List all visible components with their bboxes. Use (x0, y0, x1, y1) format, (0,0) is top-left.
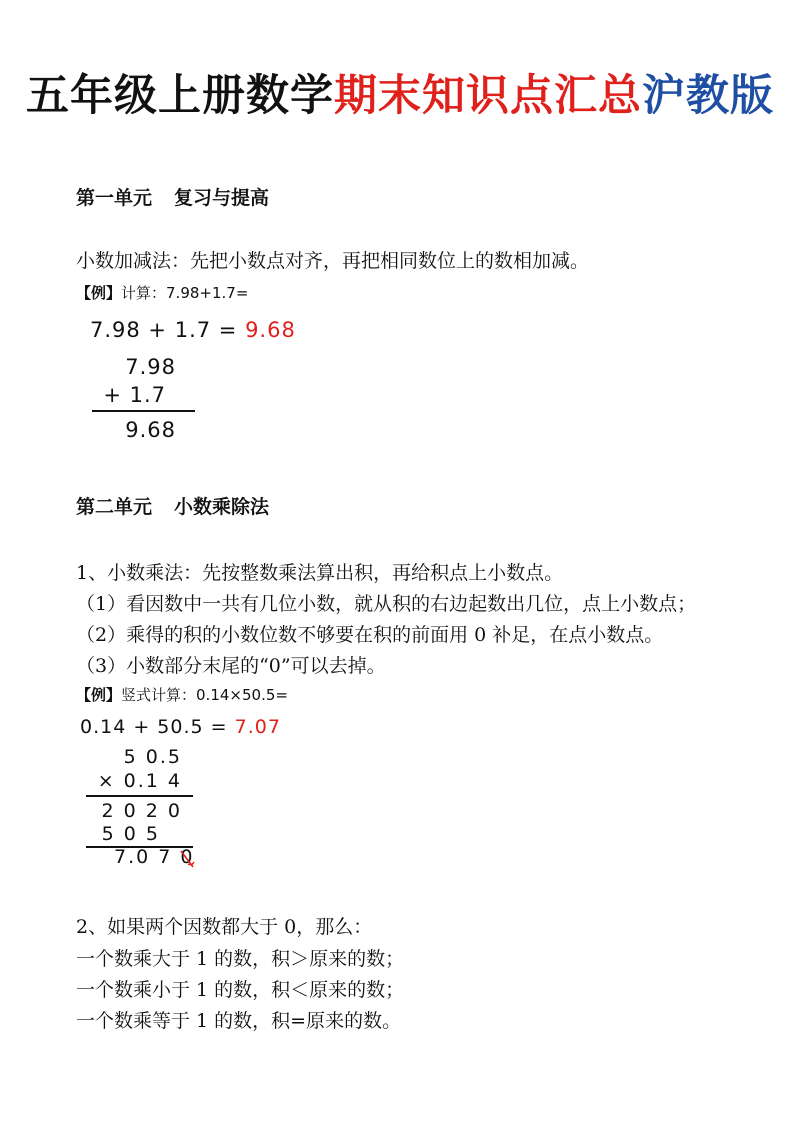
unit2-vertical-partial1: 2 0 2 0 (101, 800, 182, 822)
unit1-example (76, 282, 248, 303)
unit1-answer: 9.68 (245, 318, 296, 342)
unit2-example-tag: 【例】 (76, 686, 122, 704)
unit2-line1: 一个数乘大于 1 的数，积＞原来的数； (76, 948, 405, 970)
page-title (0, 62, 800, 123)
unit2-vertical-top: 5 0.5 (123, 746, 182, 768)
title-part-2: 期末知识点汇总 (334, 71, 642, 121)
unit2-heading-num: 第二单元 (76, 496, 153, 518)
unit1-example-tag: 【例】 (76, 284, 122, 302)
unit1-example-text: 计算：7.98+1.7= (121, 284, 249, 302)
unit2-line3: 一个数乘等于 1 的数，积=原来的数。 (76, 1010, 402, 1032)
unit2-example (76, 684, 288, 705)
title-part-3: 沪教版 (642, 71, 774, 121)
unit2-vertical-result (114, 846, 194, 868)
unit1-vertical-top: 7.98 (125, 355, 176, 379)
unit2-equation-text: 0.14 + 50.5 = (80, 716, 235, 738)
unit1-vertical-result: 9.68 (125, 418, 176, 442)
unit2-vertical-second: × 0.1 4 (97, 770, 182, 792)
unit2-sub2: （2）乘得的积的小数位数不够要在积的前面用 0 补足，在点小数点。 (76, 624, 664, 646)
unit1-vertical-second: + 1.7 (103, 383, 166, 407)
unit2-sub1: （1）看因数中一共有几位小数，就从积的右边起数出几位，点上小数点； (76, 593, 697, 615)
unit1-heading-name: 复习与提高 (174, 187, 270, 209)
unit2-equation (80, 716, 281, 738)
unit1-heading-num: 第一单元 (76, 187, 153, 209)
unit2-rule1: 1、小数乘法：先按整数乘法算出积，再给积点上小数点。 (76, 562, 564, 584)
unit2-heading (76, 492, 269, 519)
unit2-example-text: 竖式计算：0.14×50.5= (121, 686, 288, 704)
unit2-vertical-partial2: 5 0 5 (101, 823, 160, 845)
cross-out-mark-icon (178, 848, 196, 870)
unit1-equation-text: 7.98 + 1.7 = (90, 318, 246, 342)
unit1-rule: 小数加减法：先把小数点对齐，再把相同数位上的数相加减。 (76, 250, 590, 272)
title-part-1: 五年级上册数学 (26, 71, 334, 121)
unit1-heading (76, 183, 269, 210)
unit2-vertical-result-text: 7.0 7 (114, 846, 181, 868)
unit1-equation (90, 318, 296, 342)
unit2-line2: 一个数乘小于 1 的数，积＜原来的数； (76, 979, 405, 1001)
unit2-rule2: 2、如果两个因数都大于 0，那么： (76, 916, 373, 938)
unit2-heading-name: 小数乘除法 (174, 496, 270, 518)
unit1-vertical-rule (92, 410, 195, 412)
unit2-sub3: （3）小数部分末尾的“0”可以去掉。 (76, 655, 386, 677)
unit2-vertical-rule-1 (86, 795, 193, 797)
unit2-crossed-zero: 0 (180, 846, 195, 868)
unit2-answer: 7.07 (234, 716, 281, 738)
